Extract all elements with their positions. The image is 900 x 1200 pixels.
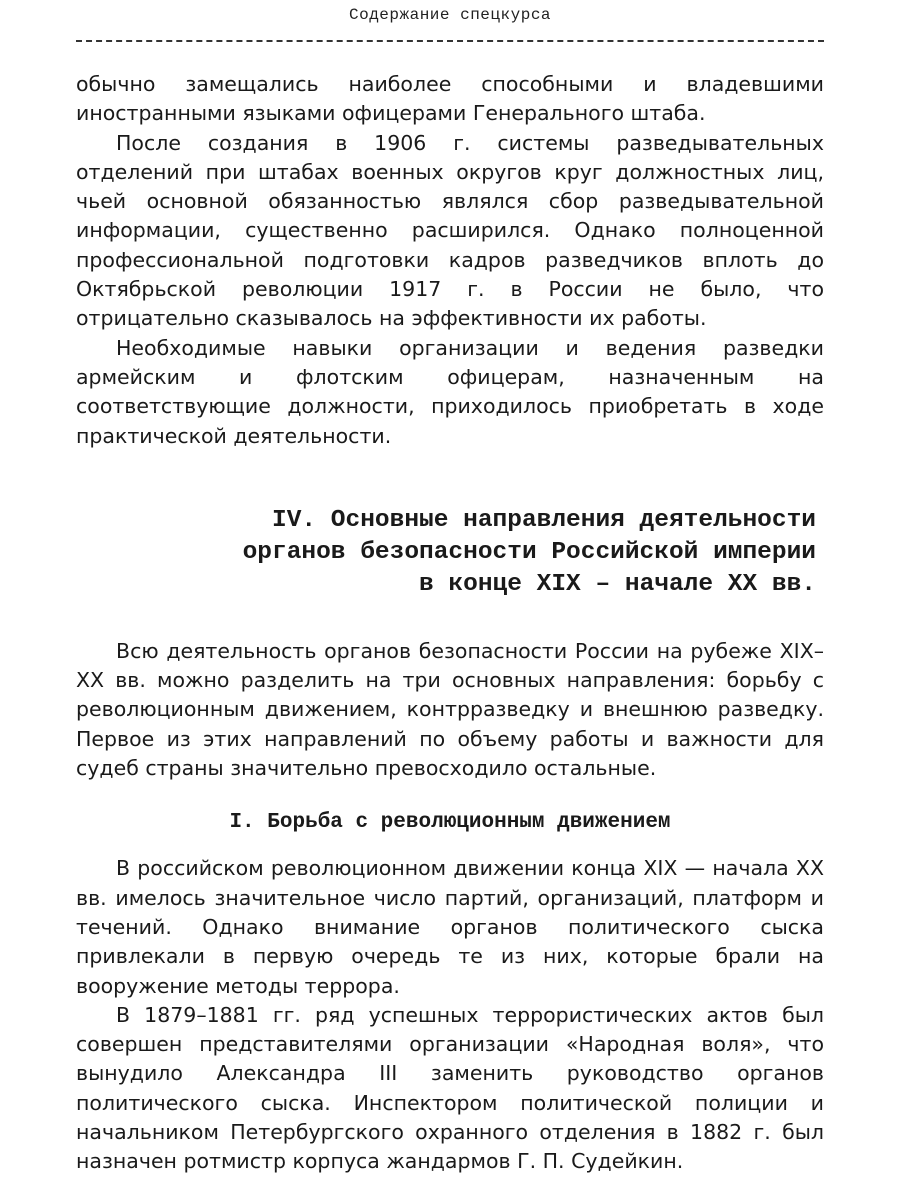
page-body [76,70,824,1177]
chapter-heading-line-3: в конце XIX – начале XX вв. [419,570,816,598]
running-title: Содержание спецкурса [348,6,552,24]
body-paragraph-2: После создания в 1906 г. системы разведывательных отделений при штабах военных округов круг должностных лиц, чьей основной обязанностью являлся сбор разведывательной информации, существенно расширился. Однако полноценной профессиональной подготовки кадров разведчиков вплоть до Октябрьской революции 1917 г. в России не было, что отрицательно сказывалось на эффективности их работы. [76,130,824,331]
section-paragraph-1: В российском революционном движении конца XIX — начала XX вв. имелось значительное число партий, организаций, платформ и течений. Однако внимание органов политического сыска привлекали в первую очередь те из них, которые брали на вооружение методы террора. [76,856,824,998]
section-heading: I. Борьба с революционным движением [229,811,671,835]
chapter-heading-line-1: IV. Основные направления деятельности [272,506,816,534]
body-paragraph-1: обычно замещались наиболее способными и владевшими иностранными языками офицерами Генерального штаба. [76,72,824,126]
section-paragraph-2: В 1879–1881 гг. ряд успешных террористических актов был совершен представителями организации «Народная воля», что вынудило Александра III заменить руководство органов политического сыска. Инспектором политической полиции и начальником Петербургского охранного отделения в 1882 г. был назначен ротмистр корпуса жандармов Г. П. Судейкин. [76,1002,824,1174]
chapter-heading [76,505,824,601]
chapter-intro-paragraph: Всю деятельность органов безопасности России на рубеже XIX–XX вв. можно разделить на три основных направления: борьбу с революционным движением, контрразведку и внешнюю разведку. Первое из этих направлений по объему работы и важности для судеб страны значительно превосходило остальные. [76,638,824,781]
body-paragraph-3: Необходимые навыки организации и ведения разведки армейским и флотским офицерам, назначенным на соответствующие должности, приходилось приобретать в ходе практической деятельности. [76,335,824,448]
header-dashed-rule [76,40,824,42]
chapter-heading-line-2: органов безопасности Российской империи [242,538,816,566]
